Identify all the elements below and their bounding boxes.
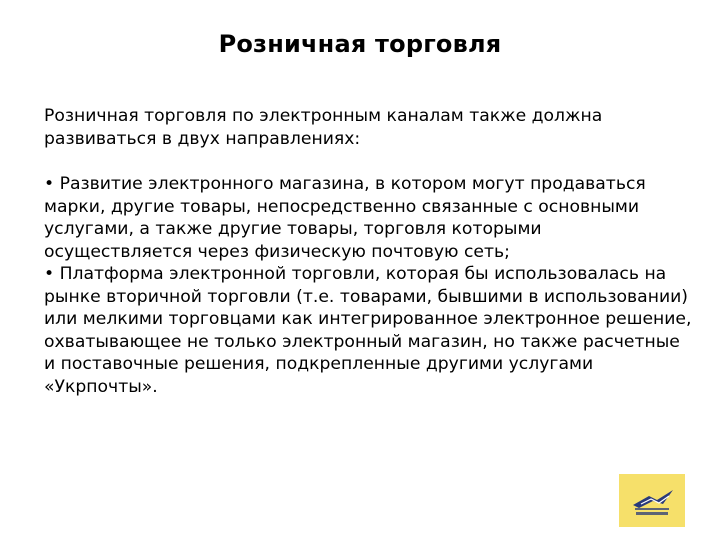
ukrposhta-logo-icon: [619, 474, 685, 527]
bullet-item-2: • Платформа электронной торговли, которая бы использовалась на рынке вторичной торговли (т.е. товарами, бывшими в использовании) или мелкими торговцами как интегрированное электронное решение, охватывающее не только электронный магазин, но также расчетные и поставочные решения, подкрепленные другими услугами «Укрпочты».: [44, 264, 692, 397]
slide-body: [44, 105, 694, 398]
logo-mark: [619, 474, 685, 527]
bullet-item-1: • Развитие электронного магазина, в котором могут продаваться марки, другие товары, непосредственно связанные с основными услугами, а также другие товары, торговля которыми осуществляется через физическую почтовую сеть;: [44, 174, 646, 262]
intro-paragraph: Розничная торговля по электронным каналам также должна развиваться в двух направлениях:: [44, 106, 603, 149]
slide-title: Розничная торговля: [218, 30, 502, 58]
